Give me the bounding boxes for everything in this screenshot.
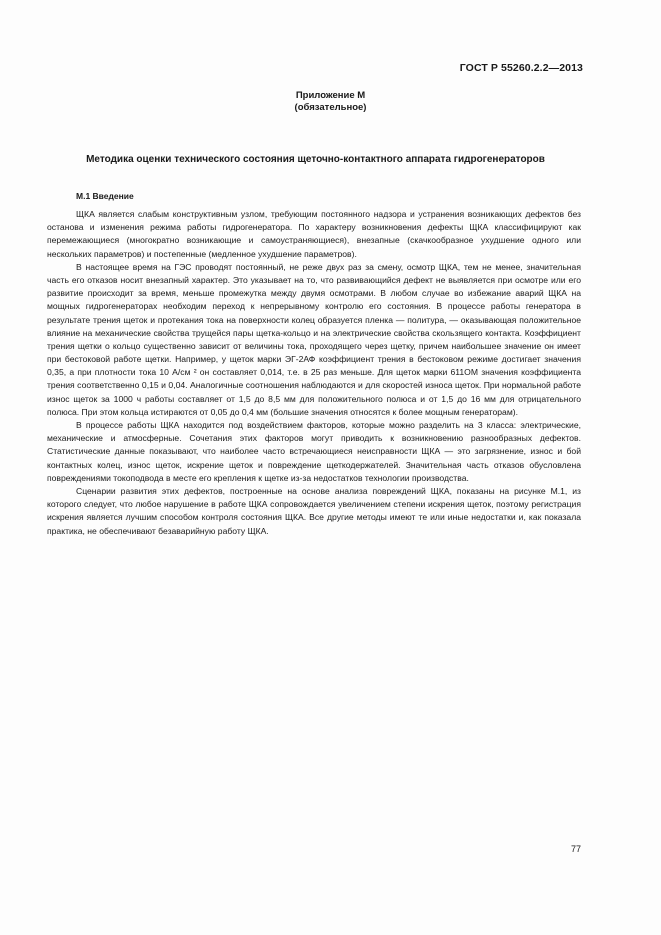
paragraph: Сценарии развития этих дефектов, построенные на основе анализа повреждений ЩКА, показаны на рисунке М.1, из которого следует, что любое нарушение в работе ЩКА сопровождается увеличением степени искрения щеток, поэтому регистрация искрения является лучшим способом контроля состояния ЩКА. Все другие методы имеют те или иные недостатки и, как показала практика, не обеспечивают безаварийную работу ЩКА. (47, 485, 581, 536)
section-heading: М.1 Введение (76, 191, 134, 201)
appendix-status: (обязательное) (294, 102, 367, 113)
appendix-heading (0, 90, 661, 114)
paragraph: В настоящее время на ГЭС проводят постоянный, не реже двух раз за смену, осмотр ЩКА, тем не менее, значительная часть его отказов носит внезапный характер. Это указывает на то, что развивающийся дефект не выявляется при осмотре или его развитие происходит за время, меньше промежутка между двумя осмотрами. В любом случае во избежание аварий ЩКА на мощных гидрогенераторах необходим переход к непрерывному контролю его состояния. В процессе работы генератора в результате трения щеток и протекания тока на поверхности колец образуется пленка — политура, — оказывающая положительное влияние на механические свойства трущейся пары щетка-кольцо и на электрические свойства скользящего контакта. Коэффициент трения щетки о кольцо существенно зависит от величины тока, проходящего через щетку, причем наибольшее значение он имеет при бестоковой работе щетки. Например, у щеток марки ЭГ-2АФ коэффициент трения в бестоковом режиме достигает значения 0,35, а при плотности тока 10 А/см ² он составляет 0,014, т.е. в 25 раз меньше. Для щеток марки 611ОМ значения коэффициента трения соответственно 0,15 и 0,04. Аналогичные соотношения наблюдаются и для скоростей износа щеток. При нормальной работе износ щеток за 1000 ч работы составляет от 1,5 до 8,5 мм для положительного полюса и от 1,5 до 16 мм для отрицательного полюса. При этом кольца истираются от 0,05 до 0,4 мм (большие значения относятся к более мощным генераторам). (47, 261, 581, 417)
body-text (47, 208, 581, 538)
page-number: 77 (570, 844, 581, 854)
appendix-label: Приложение М (295, 90, 366, 101)
standard-code: ГОСТ Р 55260.2.2—2013 (459, 62, 583, 74)
paragraph: В процессе работы ЩКА находится под воздействием факторов, которые можно разделить на 3 класса: электрические, механические и атмосферные. Сочетания этих факторов могут приводить к возникновению разнообразных дефектов. Статистические данные показывают, что наиболее часто встречающиеся неисправности ЩКА — это загрязнение, износ и бой контактных колец, износ щеток, искрение щеток и повреждение щеткодержателей. Значительная часть отказов обусловлена повреждениями токоподвода в месте его крепления к щетке из-за недостатков технологии производства. (47, 420, 581, 483)
paragraph: ЩКА является слабым конструктивным узлом, требующим постоянного надзора и устранения возникающих дефектов без останова и изменения режима работы гидрогенератора. По характеру возникновения дефекты ЩКА классифицируют как перемежающиеся (многократно возникающие и самоустраняющиеся), внезапные (скачкообразное ухудшение одного или нескольких параметров) и постепенные (медленное ухудшение параметров). (47, 209, 581, 259)
appendix-title: Методика оценки технического состояния щеточно-контактного аппарата гидрогенераторов (86, 154, 545, 165)
